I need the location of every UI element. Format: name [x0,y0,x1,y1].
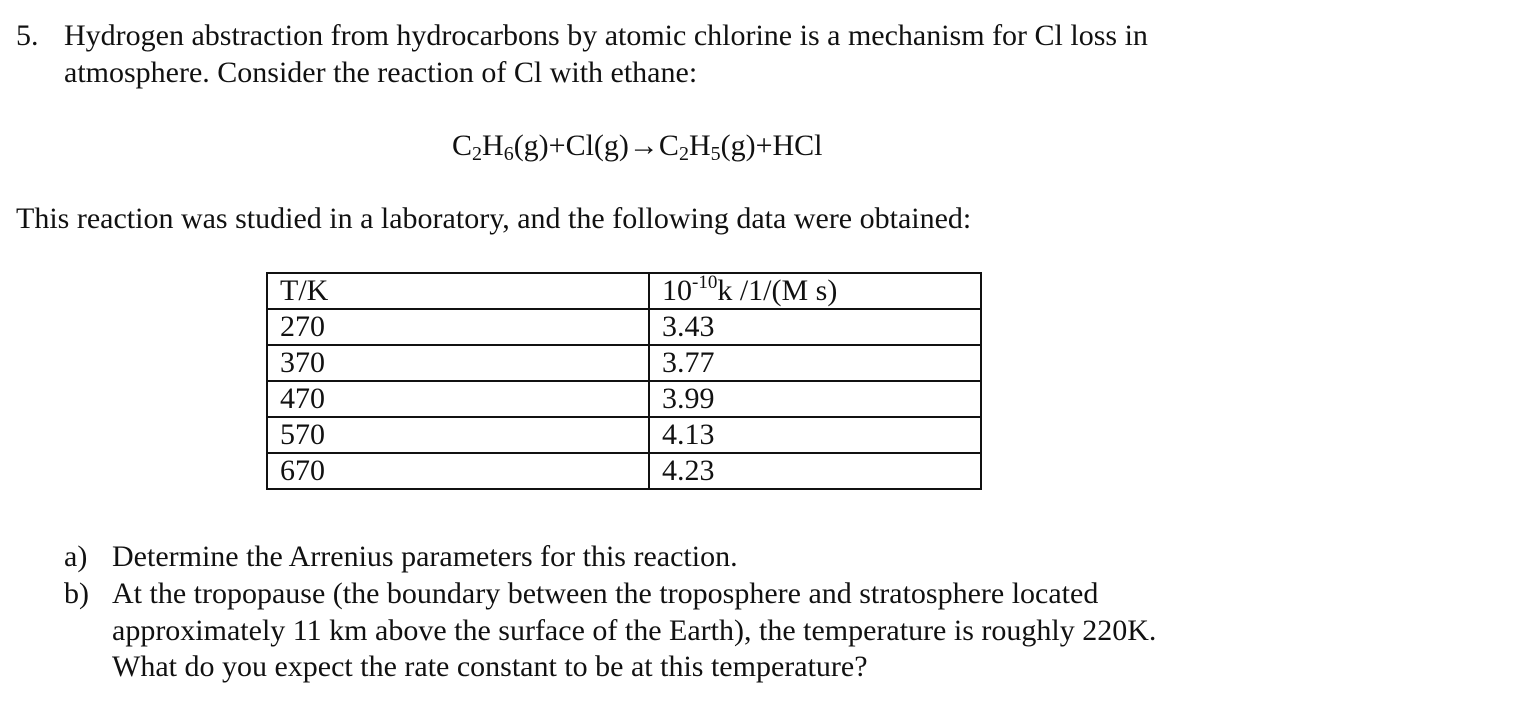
header-suffix: k /1/(M s) [717,274,838,307]
header-rate-constant [649,273,981,309]
eq-text: C [658,129,679,162]
data-intro: This reaction was studied in a laboratory, and the following data were obtained: [16,202,972,235]
header-prefix: 10 [662,274,692,307]
eq-text: H [482,129,504,162]
question-b-line-2: approximately 11 km above the surface of the Earth), the temperature is roughly 220K. [112,614,1157,647]
eq-subscript: 2 [472,143,483,165]
table-header-row [267,273,981,309]
table-row [267,381,981,417]
cell-temperature: 670 [267,453,649,489]
header-exponent: -10 [692,272,718,293]
cell-temperature: 470 [267,381,649,417]
table-row [267,417,981,453]
rate-data-table [266,272,982,490]
question-b-line-1: At the tropopause (the boundary between the troposphere and stratosphere located [112,577,1099,610]
question-b-line-3: What do you expect the rate constant to be at this temperature? [112,650,868,683]
question-a-text: Determine the Arrenius parameters for this reaction. [112,540,738,573]
table-row [267,345,981,381]
cell-temperature: 570 [267,417,649,453]
question-b-label: b) [64,577,89,610]
eq-subscript: 6 [503,143,514,165]
problem-number: 5. [16,19,39,52]
cell-rate: 3.77 [649,345,981,381]
header-temperature: T/K [267,273,649,309]
eq-subscript: 5 [710,143,721,165]
eq-text: C [452,129,473,162]
cell-rate: 3.99 [649,381,981,417]
eq-text: H [688,129,711,162]
cell-rate: 4.23 [649,453,981,489]
eq-subscript: 2 [678,143,689,165]
table-row [267,309,981,345]
problem-intro-line-2: atmosphere. Consider the reaction of Cl with ethane: [64,56,698,89]
cell-rate: 3.43 [649,309,981,345]
cell-temperature: 270 [267,309,649,345]
problem-intro-line-1: Hydrogen abstraction from hydrocarbons by atomic chlorine is a mechanism for Cl loss in [64,19,1148,52]
eq-text: (g)+HCl [720,129,823,162]
reaction-equation [452,128,823,164]
table-row [267,453,981,489]
eq-text: (g)+Cl(g)→ [513,129,659,162]
cell-temperature: 370 [267,345,649,381]
question-a-label: a) [64,540,88,573]
cell-rate: 4.13 [649,417,981,453]
